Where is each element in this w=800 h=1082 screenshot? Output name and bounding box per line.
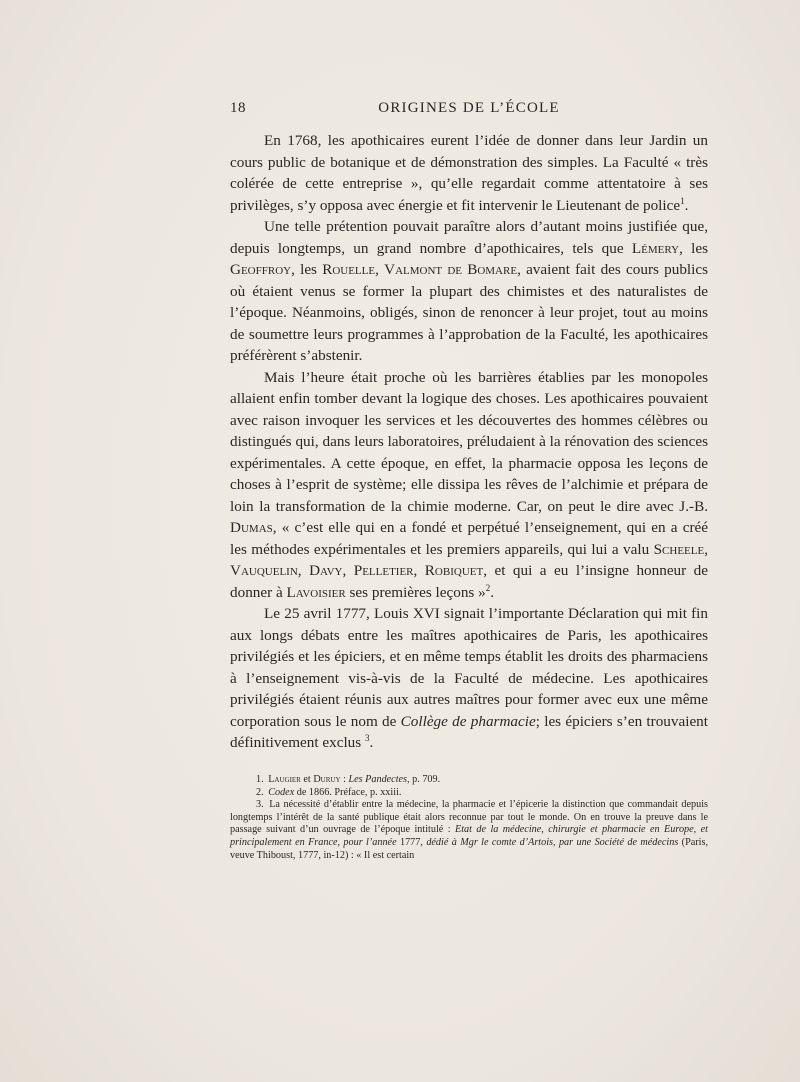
footnote-1-text-d: , p. 709.	[407, 774, 441, 785]
footnote-2-number: 2.	[256, 786, 264, 798]
name-davy: Davy	[309, 562, 343, 579]
footnote-ref-1: 1	[680, 195, 685, 206]
footnote-1-text-b: et	[300, 774, 314, 785]
footnote-1	[230, 774, 708, 787]
paragraph-3-text-b: , « c’est elle qui en a fondé et perpétué l’enseignement, qui en a créé les méthodes expérimentales et les premiers appareils, qui lui a valu	[230, 519, 708, 558]
paragraph-3-text-c: ,	[704, 540, 708, 558]
footnote-3-text-b: 1777,	[396, 836, 427, 848]
paragraph-3-text-e: ,	[342, 562, 354, 579]
name-geoffroy: Geoffroy	[230, 261, 292, 278]
name-robiquet: Robiquet	[424, 562, 484, 579]
footnote-1-number: 1.	[256, 774, 264, 785]
footnotes	[230, 774, 708, 862]
footnote-3-text-a: La nécessité d’établir entre la médecine, la pharmacie et l’épicerie la distinction que commandait depuis longtemps l’intérêt de la santé publique était alors reconnue par tout le monde. On en trouve la preuve dans le passage suivant d’un ouvrage de l’époque intitulé :	[230, 799, 708, 836]
name-lavoisier: Lavoisier	[286, 583, 346, 601]
name-rouelle: Rouelle	[322, 261, 376, 278]
footnote-3-number: 3.	[256, 799, 264, 811]
page-header	[230, 100, 708, 124]
footnote-2-text-a: de 1866. Préface, p. xxiii.	[294, 786, 402, 798]
name-vauquelin: Vauquelin	[230, 562, 298, 579]
footnote-1-text-c: :	[340, 774, 349, 785]
footnote-3-title: Etat de la médecine, chirurgie et pharmacie en Europe, et principalement en France, pour l’année	[230, 824, 708, 848]
running-title: ORIGINES DE L’ÉCOLE	[378, 100, 560, 116]
paragraph-2-text-b: , les	[679, 239, 708, 257]
name-valmont-de-bomare: Valmont de Bomare	[384, 261, 518, 278]
name-laugier: Laugier	[268, 774, 301, 785]
footnote-ref-2: 2	[485, 582, 491, 593]
paragraph-3-text-g: , et qui a eu l’insigne honneur de donner à	[230, 562, 709, 601]
footnote-3	[230, 799, 708, 862]
page-number: 18	[230, 100, 246, 116]
paragraph-3-text-d: ,	[297, 562, 310, 579]
paragraph-2-text-a: Une telle prétention pouvait paraître alors d’autant moins justifiée que, depuis longtemps, un grand nombre d’apothicaires, tels que	[230, 218, 708, 257]
name-lemery: Lémery	[631, 239, 680, 257]
name-scheele: Scheele	[653, 540, 705, 558]
paragraph-4-text-b: ; les épiciers s’en trouvaient définitivement exclus	[230, 712, 708, 751]
paragraph-2	[230, 216, 708, 367]
paragraph-2-text-e: , avaient fait des cours publics où étaient venus se former la plupart des chimistes et des naturalistes de l’époque. Néanmoins, obligés, sinon de renoncer à leur projet, tout au moins de soumettre leurs programmes à l’approbation de la Faculté, les apothicaires préférèrent s’abstenir.	[230, 261, 708, 364]
paragraph-3-text-f: ,	[413, 562, 425, 579]
footnote-ref-3: 3	[364, 733, 370, 743]
main-text	[230, 130, 708, 754]
paragraph-1	[230, 130, 708, 216]
paragraph-3-text-a: Mais l’heure était proche où les barrières établies par les monopoles allaient enfin tomber devant la logique des choses. Les apothicaires pouvaient avec raison invoquer les services et les découvertes des hommes célèbres ou distingués qui, dans leurs laboratoires, préludaient à la rénovation des sciences expérimentales. A cette époque, en effet, la pharmacie opposa les leçons de choses à l’esprit de système; elle dissipa les rêves de l’alchimie et prépara de loin la transformation de la chimie moderne. Car, on peut le dire avec J.-B.	[230, 368, 708, 515]
footnote-2	[230, 787, 708, 800]
paragraph-4-end: .	[369, 734, 374, 751]
name-pelletier: Pelletier	[353, 562, 414, 579]
paragraph-4-text-a: Le 25 avril 1777, Louis XVI signait l’importante Déclaration qui mit fin aux longs débats entre les maîtres apothicaires de Paris, les apothicaires privilégiés et les épiciers, et en même temps établit les droits des pharmaciens à l’enseignement vis-à-vis de la Faculté de médecine. Les apothicaires privilégiés étaient réunis aux autres maîtres pour former avec eux une même corporation sous le nom de	[230, 605, 708, 730]
paragraph-4	[230, 603, 708, 754]
footnote-1-title: Les Pandectes	[348, 774, 408, 785]
paragraph-2-text-c: , les	[291, 261, 323, 278]
paragraph-3-end: .	[490, 583, 495, 601]
paragraph-1-end: .	[684, 196, 689, 214]
paragraph-3-text-h: ses premières leçons »	[345, 583, 486, 601]
footnote-3-dedication: dédié à Mgr le comte d’Artois, par une Société de médecins	[426, 836, 679, 848]
footnote-2-codex: Codex	[268, 786, 295, 798]
paragraph-1-text: En 1768, les apothicaires eurent l’idée de donner dans leur Jardin un cours public de botanique et de démonstration des simples. La Faculté « très colérée de cette entreprise », qu’elle regardait comme attentatoire à ses privilèges, s’y opposa avec énergie et fit intervenir le Lieutenant de police	[230, 132, 708, 214]
paragraph-2-text-d: ,	[375, 261, 385, 278]
name-dumas: Dumas	[230, 519, 273, 536]
footnote-3-text-c: (Paris, veuve Thiboust, 1777, in-12) : « Il est certain	[230, 836, 708, 861]
name-duruy: Duruy	[313, 774, 341, 785]
term-college-de-pharmacie: Collège de pharmacie	[400, 712, 536, 730]
paragraph-3	[230, 367, 708, 604]
